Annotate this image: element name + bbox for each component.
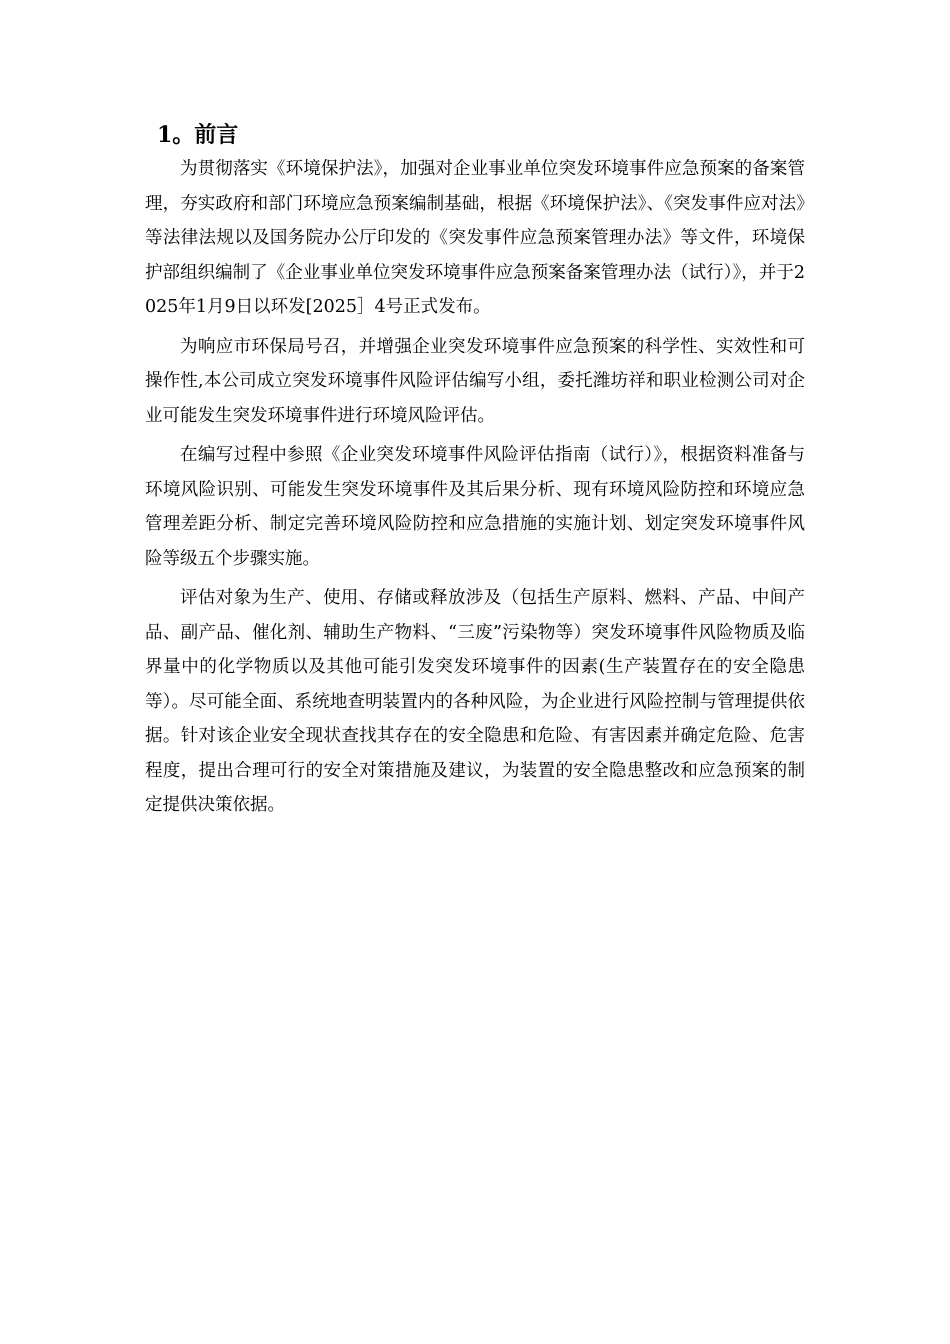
paragraph-process: 在编写过程中参照《企业突发环境事件风险评估指南（试行）》，根据资料准备与环境风险识别、可能发生突发环境事件及其后果分析、现有环境风险防控和环境应急管理差距分析、制定完善环境风险防控和应急措施的实施计划、划定突发环境事件风险等级五个步骤实施。	[145, 445, 805, 569]
paragraph-background: 为贯彻落实《环境保护法》，加强对企业事业单位突发环境事件应急预案的备案管理，夯实政府和部门环境应急预案编制基础，根据《环境保护法》、《突发事件应对法》等法律法规以及国务院办公厅印发的《突发事件应急预案管理办法》等文件，环境保护部组织编制了《企业事业单位突发环境事件应急预案备案管理办法（试行）》，并于2025年1月9日以环发[2025］4号正式发布。	[145, 159, 805, 317]
document-body	[145, 118, 805, 828]
paragraph-scope: 评估对象为生产、使用、存储或释放涉及（包括生产原料、燃料、产品、中间产品、副产品、催化剂、辅助生产物料、“三废”污染物等）突发环境事件风险物质及临界量中的化学物质以及其他可能引发突发环境事件的因素(生产装置存在的安全隐患等）。尽可能全面、系统地查明装置内的各种风险，为企业进行风险控制与管理提供依据。针对该企业安全现状查找其存在的安全隐患和危险、有害因素并确定危险、危害程度，提出合理可行的安全对策措施及建议，为装置的安全隐患整改和应急预案的制定提供决策依据。	[145, 588, 805, 815]
paragraph-purpose: 为响应市环保局号召，并增强企业突发环境事件应急预案的科学性、实效性和可操作性,本公司成立突发环境事件风险评估编写小组，委托潍坊祥和职业检测公司对企业可能发生突发环境事件进行环境风险评估。	[145, 336, 805, 426]
section-heading: 1。前言	[157, 122, 239, 148]
